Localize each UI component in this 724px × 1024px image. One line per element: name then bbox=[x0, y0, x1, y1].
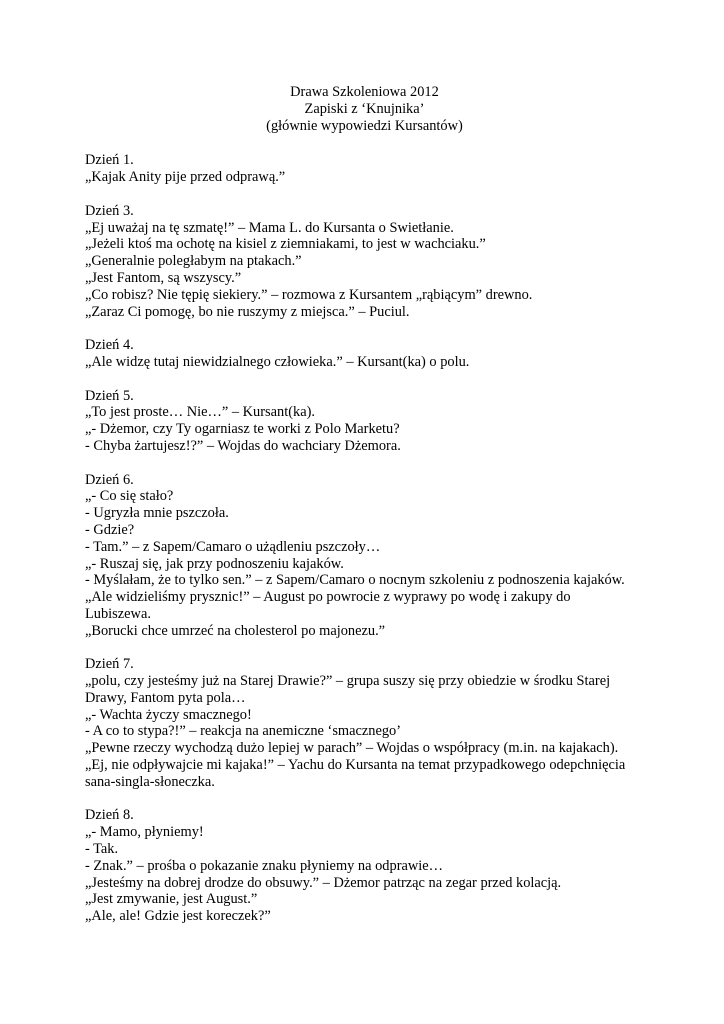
quote-line: - Ugryzła mnie pszczoła. bbox=[85, 505, 229, 522]
quote-line: - Gdzie? bbox=[85, 521, 135, 538]
title-line: Drawa Szkoleniowa 2012 bbox=[290, 84, 439, 100]
quote-line: Drawy, Fantom pyta pola… bbox=[85, 689, 246, 706]
quote-line: „Zaraz Ci pomogę, bo nie ruszymy z miejsca.” – Puciul. bbox=[85, 303, 410, 320]
day-header: Dzień 7. bbox=[85, 656, 134, 673]
quote-line: „Jeżeli ktoś ma ochotę na kisiel z ziemniakami, to jest w wachciaku.” bbox=[85, 236, 486, 253]
day-section bbox=[85, 388, 644, 455]
quote-line: „Ale widzę tutaj niewidzialnego człowieka.” – Kursant(ka) o polu. bbox=[85, 353, 470, 370]
quote-line: „Jest zmywanie, jest August.” bbox=[85, 891, 258, 908]
day-header: Dzień 5. bbox=[85, 387, 134, 404]
quote-line: „- Ruszaj się, jak przy podnoszeniu kajaków. bbox=[85, 555, 344, 572]
quote-line: „To jest proste… Nie…” – Kursant(ka). bbox=[85, 404, 315, 421]
quote-line: „- Co się stało? bbox=[85, 488, 174, 505]
quote-line: „Jesteśmy na dobrej drodze do obsuwy.” – Dżemor patrząc na zegar przed kolacją. bbox=[85, 874, 562, 891]
quote-line: „Co robisz? Nie tępię siekiery.” – rozmowa z Kursantem „rąbiącym” drewno. bbox=[85, 286, 533, 303]
day-section bbox=[85, 656, 644, 790]
quote-line: Lubiszewa. bbox=[85, 605, 151, 622]
document-sections bbox=[85, 152, 644, 925]
day-header: Dzień 4. bbox=[85, 337, 134, 354]
quote-line: „Jest Fantom, są wszyscy.” bbox=[85, 269, 242, 286]
day-section bbox=[85, 807, 644, 925]
quote-line: - Znak.” – prośba o pokazanie znaku płyniemy na odprawie… bbox=[85, 857, 444, 874]
quote-line: „Generalnie poległabym na ptakach.” bbox=[85, 253, 302, 270]
quote-line: „Kajak Anity pije przed odprawą.” bbox=[85, 169, 286, 186]
document-title bbox=[85, 84, 644, 134]
title-line: (głównie wypowiedzi Kursantów) bbox=[266, 117, 463, 134]
quote-line: - Myślałam, że to tylko sen.” – z Sapem/Camaro o nocnym szkoleniu z podnoszenia kajaków. bbox=[85, 572, 625, 589]
day-header: Dzień 6. bbox=[85, 471, 134, 488]
quote-line: „- Wachta życzy smacznego! bbox=[85, 706, 252, 723]
quote-line: sana-singla-słoneczka. bbox=[85, 773, 215, 790]
day-section bbox=[85, 152, 644, 186]
quote-line: „Ej, nie odpływajcie mi kajaka!” – Yachu do Kursanta na temat przypadkowego odepchnięcia bbox=[85, 757, 626, 774]
quote-line: „Pewne rzeczy wychodzą dużo lepiej w parach” – Wojdas o współpracy (m.in. na kajakach). bbox=[85, 740, 619, 757]
day-header: Dzień 3. bbox=[85, 202, 134, 219]
day-header: Dzień 1. bbox=[85, 152, 134, 169]
quote-line: „- Dżemor, czy Ty ogarniasz te worki z Polo Marketu? bbox=[85, 421, 400, 438]
quote-line: „- Mamo, płyniemy! bbox=[85, 824, 204, 841]
quote-line: „Ej uważaj na tę szmatę!” – Mama L. do Kursanta o Swietłanie. bbox=[85, 219, 454, 236]
day-header: Dzień 8. bbox=[85, 807, 134, 824]
quote-line: „polu, czy jesteśmy już na Starej Drawie?” – grupa suszy się przy obiedzie w środku Starej bbox=[85, 673, 611, 690]
quote-line: - Chyba żartujesz!?” – Wojdas do wachciary Dżemora. bbox=[85, 437, 401, 454]
day-section bbox=[85, 337, 644, 371]
day-section bbox=[85, 472, 644, 640]
quote-line: „Ale widzieliśmy prysznic!” – August po powrocie z wyprawy po wodę i zakupy do bbox=[85, 589, 571, 606]
quote-line: - A co to stypa?!” – reakcja na anemiczne ‘smacznego’ bbox=[85, 723, 402, 740]
title-line: Zapiski z ‘Knujnika’ bbox=[304, 100, 425, 117]
day-section bbox=[85, 203, 644, 321]
quote-line: „Ale, ale! Gdzie jest koreczek?” bbox=[85, 908, 271, 925]
quote-line: - Tak. bbox=[85, 841, 119, 858]
quote-line: - Tam.” – z Sapem/Camaro o użądleniu pszczoły… bbox=[85, 538, 381, 555]
quote-line: „Borucki chce umrzeć na cholesterol po majonezu.” bbox=[85, 622, 386, 639]
